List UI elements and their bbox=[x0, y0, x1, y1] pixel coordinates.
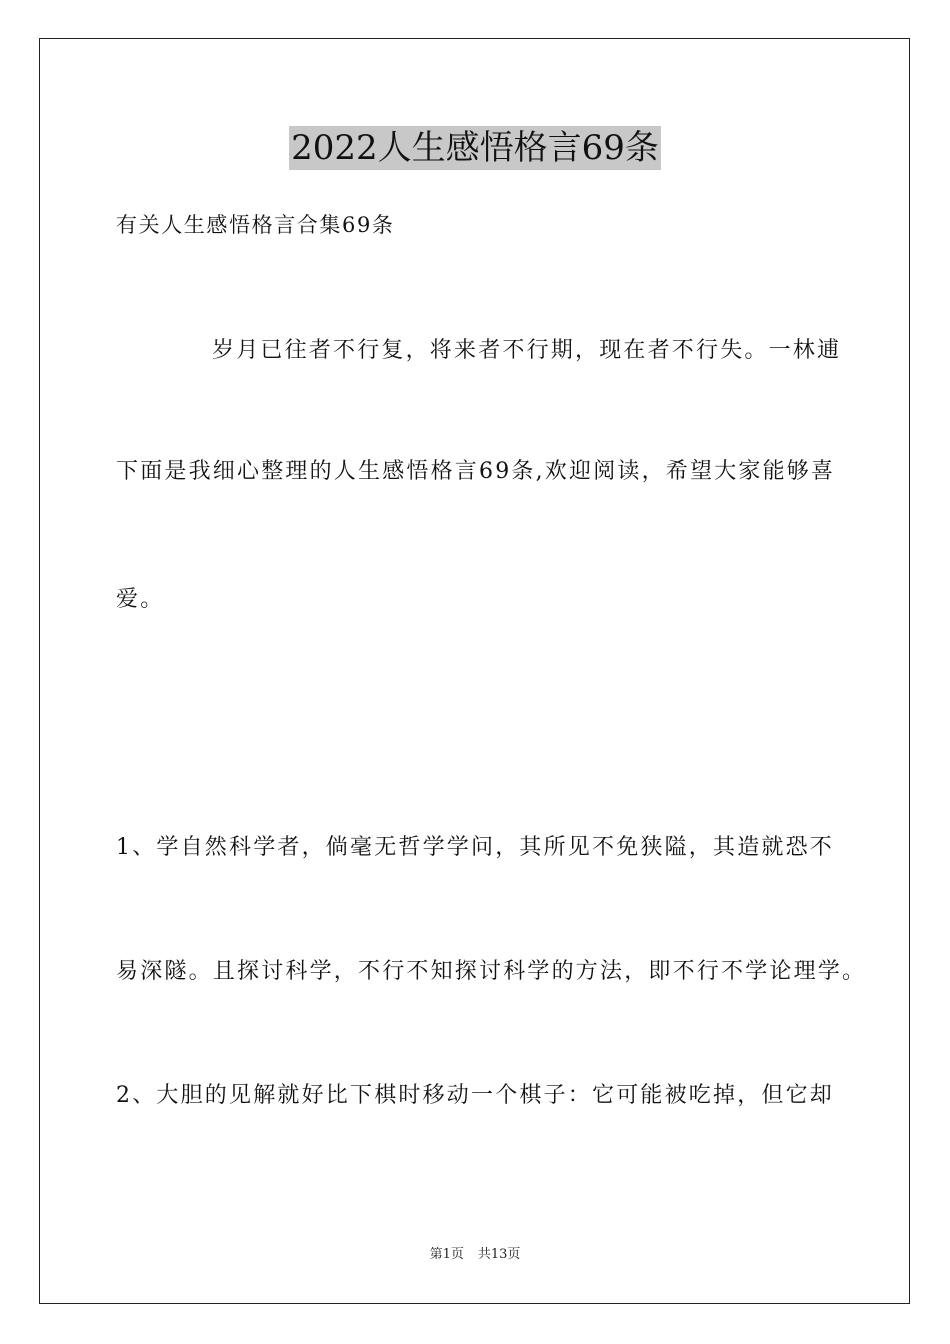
title-container bbox=[0, 126, 950, 170]
page-number-current: 第1页 bbox=[429, 1247, 464, 1262]
page-number-total: 共13页 bbox=[477, 1247, 521, 1262]
item-line-2: 易深隧。且探讨科学，不行不知探讨科学的方法，即不行不学论理学。 bbox=[116, 959, 867, 984]
intro-line-1: 岁月已往者不行复，将来者不行期，现在者不行失。一林逋 bbox=[212, 338, 842, 363]
intro-line-2: 下面是我细心整理的人生感悟格言69条,欢迎阅读，希望大家能够喜 bbox=[116, 459, 836, 484]
document-title: 2022人生感悟格言69条 bbox=[291, 128, 659, 168]
intro-line-3: 爱。 bbox=[116, 587, 165, 612]
item-line-3: 2、大胆的见解就好比下棋时移动一个棋子：它可能被吃掉，但它却 bbox=[116, 1083, 834, 1108]
page-footer bbox=[0, 1246, 950, 1264]
document-subtitle: 有关人生感悟格言合集69条 bbox=[116, 213, 395, 237]
item-line-1: 1、学自然科学者，倘毫无哲学学问，其所见不免狭隘，其造就恐不 bbox=[116, 835, 834, 860]
